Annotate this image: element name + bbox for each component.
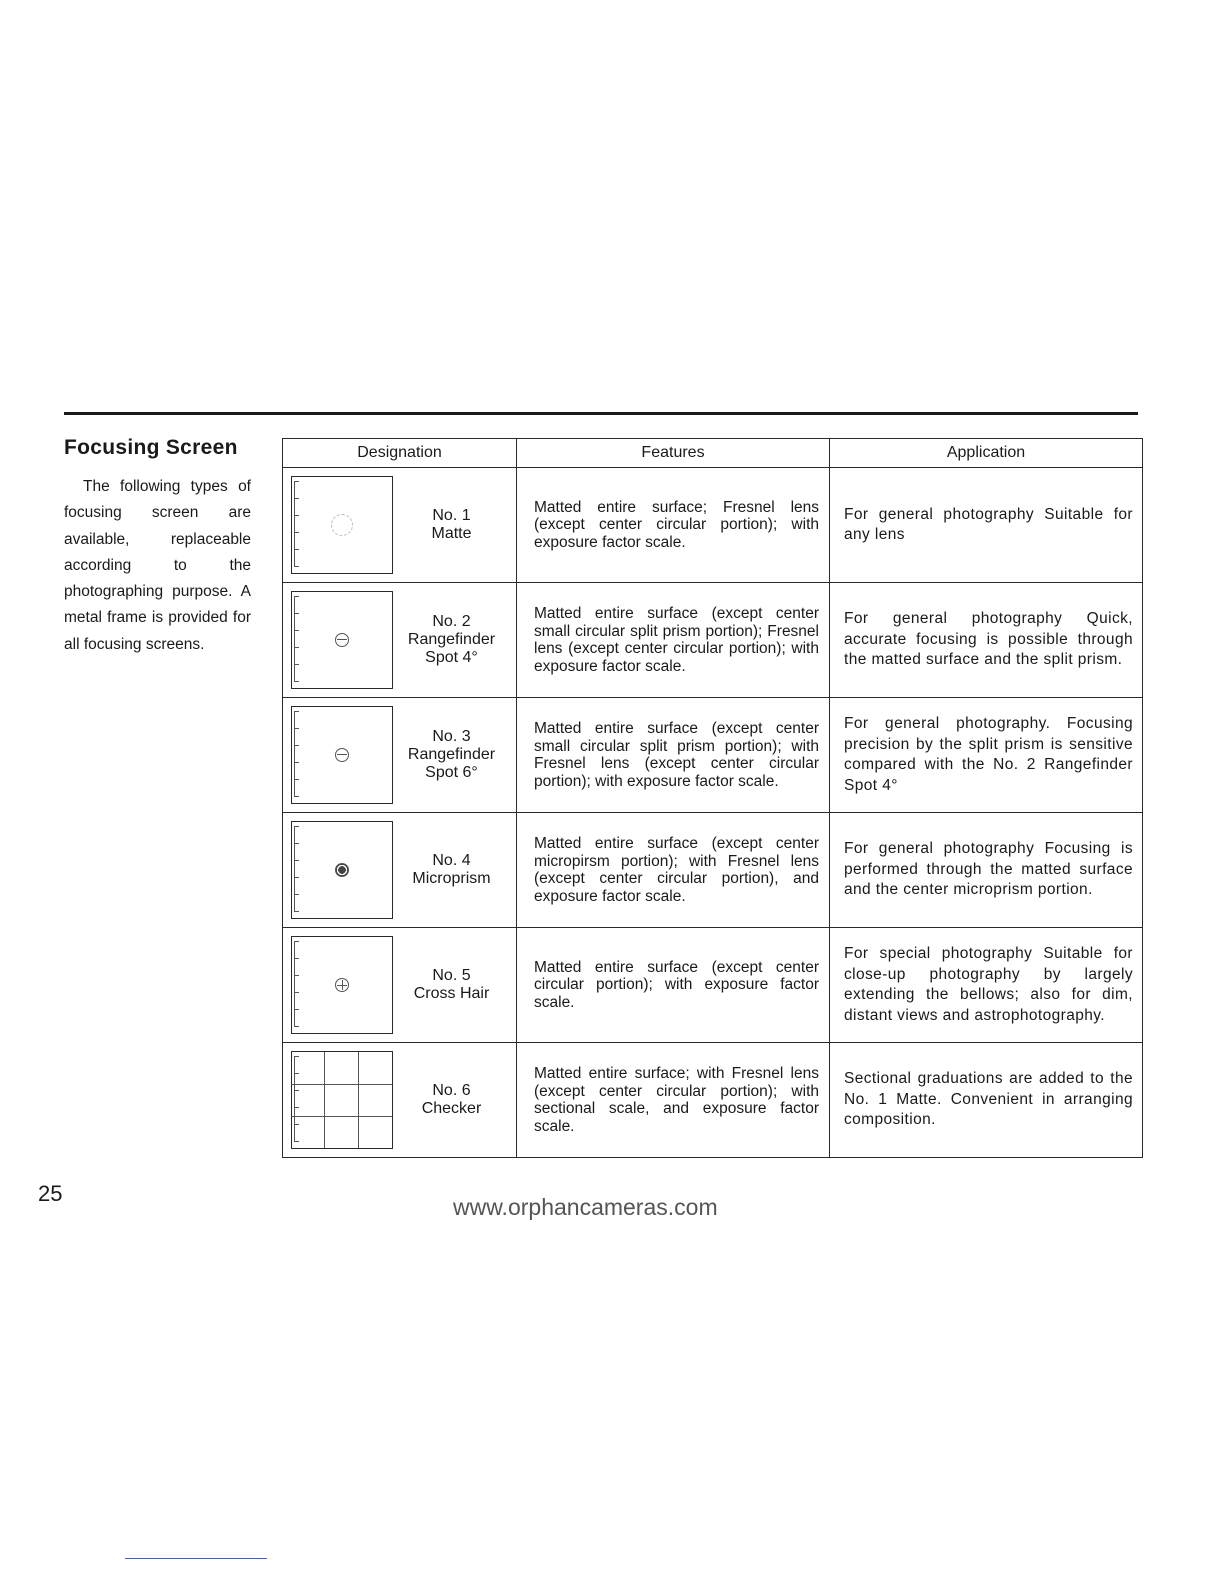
application-cell [830, 583, 1143, 698]
designation-cell [283, 928, 517, 1043]
features-cell [517, 928, 830, 1043]
cross-hair-icon [335, 978, 349, 992]
features-cell [517, 468, 830, 583]
table-row [283, 468, 1143, 583]
section-title: Focusing Screen [64, 436, 238, 459]
screen-thumbnail [291, 1051, 393, 1149]
designation-cell [283, 698, 517, 813]
split-prism-icon [335, 633, 349, 647]
matte-center-icon [331, 514, 353, 536]
features-cell [517, 1043, 830, 1158]
split-prism-icon [335, 748, 349, 762]
screen-number: No. 6 [432, 1082, 471, 1099]
application-text: Sectional graduations are added to the No. 1 Matte. Convenient in arranging composition. [844, 1070, 1133, 1129]
screen-number: No. 2 [432, 613, 471, 630]
screen-name: Checker [421, 1100, 482, 1117]
exposure-scale-icon [294, 481, 307, 567]
exposure-scale-icon [294, 596, 307, 682]
microprism-icon [335, 863, 349, 877]
features-cell [517, 698, 830, 813]
table-row [283, 1043, 1143, 1158]
features-text: Matted entire surface; with Fresnel lens (except center circular portion); with sectional scale, and exposure factor scale. [534, 1065, 819, 1135]
screen-name: Cross Hair [413, 985, 490, 1002]
application-text: For general photography Quick, accurate focusing is possible through the matted surface and the split prism. [844, 610, 1133, 669]
features-cell [517, 813, 830, 928]
application-text: For special photography Suitable for close-up photography by largely extending the bellows; also for dim, distant views and astrophotography. [844, 945, 1133, 1024]
designation-cell [283, 1043, 517, 1158]
exposure-scale-icon [294, 826, 307, 912]
screen-name: Microprism [412, 870, 491, 887]
table-row [283, 583, 1143, 698]
page-number: 25 [38, 1181, 63, 1206]
application-cell [830, 468, 1143, 583]
designation-cell [283, 468, 517, 583]
application-cell [830, 698, 1143, 813]
features-text: Matted entire surface; Fresnel lens (except center circular portion); with exposure factor scale. [534, 498, 819, 551]
application-cell [830, 928, 1143, 1043]
screen-thumbnail [291, 936, 393, 1034]
application-text: For general photography Suitable for any lens [844, 505, 1133, 543]
bottom-link-rule [125, 1558, 267, 1559]
exposure-scale-icon [294, 941, 307, 1027]
screen-thumbnail [291, 706, 393, 804]
screen-number: No. 4 [432, 852, 471, 869]
top-rule [64, 412, 1138, 415]
header-application: Application [830, 439, 1143, 468]
screen-thumbnail [291, 821, 393, 919]
application-cell [830, 1043, 1143, 1158]
features-text: Matted entire surface (except center circular portion); with exposure factor scale. [534, 958, 819, 1011]
screen-thumbnail [291, 476, 393, 574]
features-text: Matted entire surface (except center micropirsm portion); with Fresnel lens (except center circular portion), and exposure factor scale. [534, 835, 819, 905]
screen-number: No. 1 [432, 507, 471, 524]
application-text: For general photography. Focusing precision by the split prism is sensitive compared with the No. 2 Rangefinder Spot 4° [844, 715, 1133, 794]
header-features: Features [517, 439, 830, 468]
designation-cell [283, 583, 517, 698]
screen-number: No. 3 [432, 728, 471, 745]
table-row [283, 928, 1143, 1043]
table-row [283, 813, 1143, 928]
focusing-screen-table [282, 438, 1143, 1158]
table-header-row [283, 439, 1143, 468]
application-text: For general photography Focusing is performed through the matted surface and the center microprism portion. [844, 840, 1133, 899]
screen-number: No. 5 [432, 967, 471, 984]
screen-thumbnail [291, 591, 393, 689]
screen-name: Matte [431, 525, 472, 542]
table-row [283, 698, 1143, 813]
header-designation: Designation [283, 439, 517, 468]
designation-cell [283, 813, 517, 928]
checker-grid-icon [292, 1052, 392, 1148]
screen-name: Rangefinder Spot 4° [407, 631, 496, 666]
features-text: Matted entire surface (except center small circular split prism portion); with Fresnel lens (except center circular portion); with exposure factor scale. [534, 720, 819, 790]
site-url: www.orphancameras.com [453, 1194, 718, 1220]
features-text: Matted entire surface (except center small circular split prism portion); Fresnel lens (except center circular portion); with exposure factor scale. [534, 605, 819, 675]
application-cell [830, 813, 1143, 928]
intro-text: The following types of focusing screen are available, replaceable according to the photographing purpose. A metal frame is provided for all focusing screens. [64, 478, 251, 653]
exposure-scale-icon [294, 1056, 307, 1142]
screen-name: Rangefinder Spot 6° [407, 746, 496, 781]
features-cell [517, 583, 830, 698]
exposure-scale-icon [294, 711, 307, 797]
intro-paragraph [64, 474, 251, 658]
